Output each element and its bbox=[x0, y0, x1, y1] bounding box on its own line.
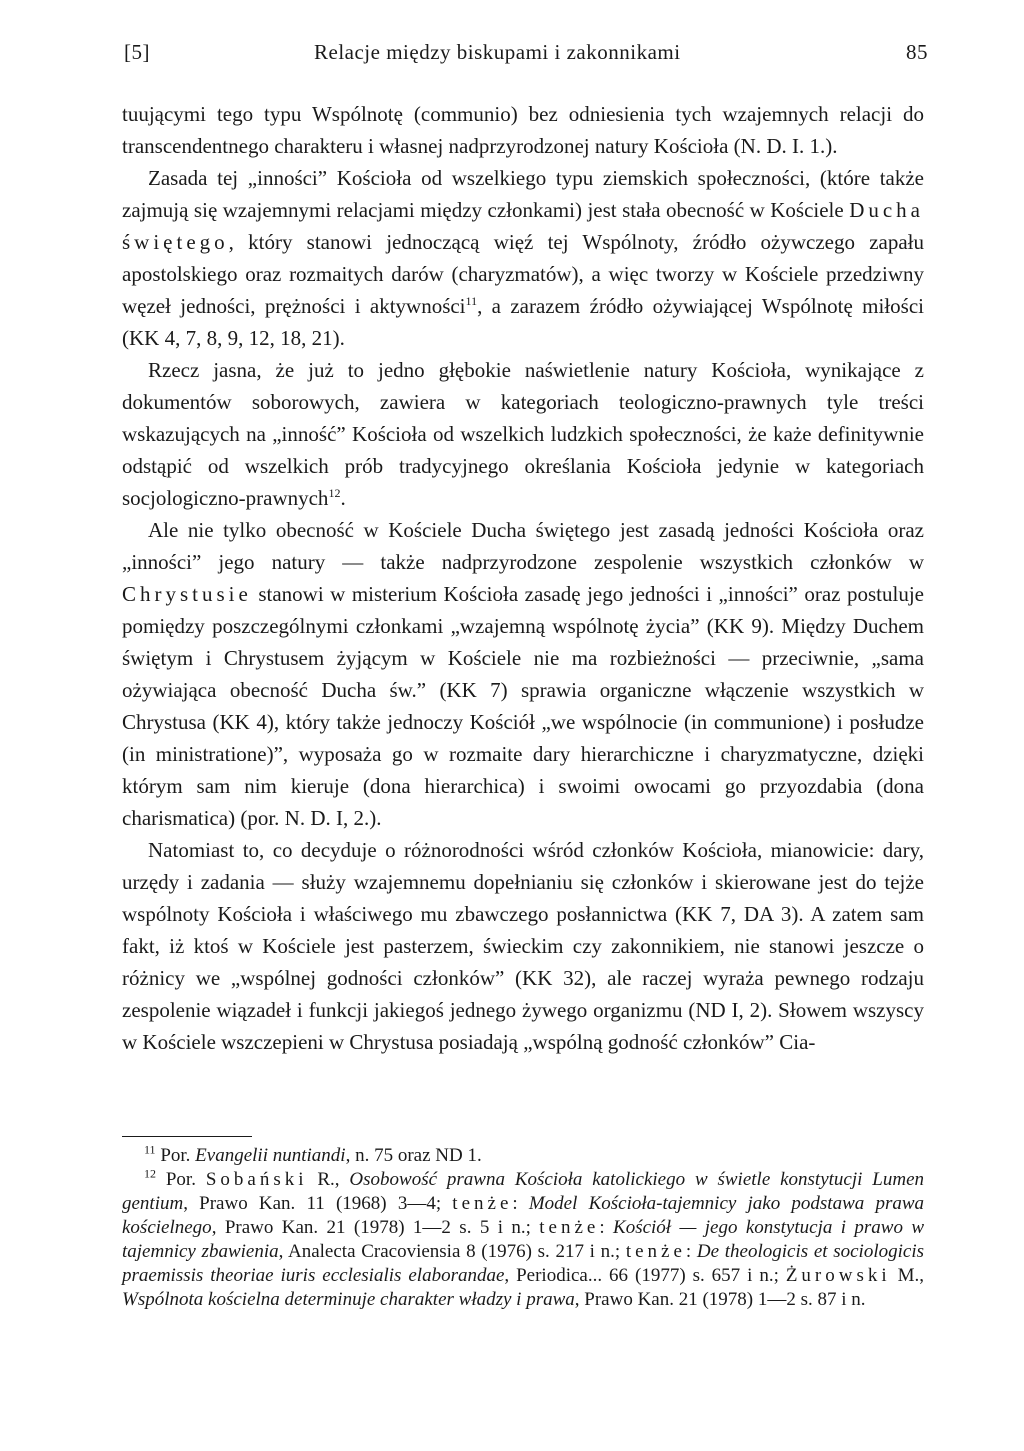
footnote-ref: 12 bbox=[328, 486, 341, 500]
spaced-emphasis: Ducha świętego bbox=[122, 198, 924, 254]
footnote-ref: 11 bbox=[465, 294, 478, 308]
running-title: Relacje między biskupami i zakonnikami bbox=[314, 40, 681, 64]
paragraph: Natomiast to, co decyduje o różnorodności wśród członków Kościoła, mianowicie: dary, urzędy i zadania — służy wzajemnemu dopełnianiu się członków i skierowane jest do tejże wspólnoty Kościoła i właściwego mu zbawczego posłannictwa (KK 7, DA 3). A zatem sam fakt, iż ktoś w Kościele jest pasterzem, świeckim czy zakonnikiem, nie stanowi jeszcze o różnicy we „wspólnej godności członków” (KK 32), ale raczej wyraża pewnego rodzaju zespolenie wiązadeł i funkcji jakiegoś jednego żywego organizmu (ND I, 2). Słowem wszyscy w Kościele wszczepieni w Chrystusa posiadają „wspólną godność członków” Cia- bbox=[122, 838, 924, 1054]
footnote-number: 11 bbox=[144, 1142, 156, 1157]
body-text bbox=[122, 98, 924, 1058]
paragraph: Rzecz jasna, że już to jedno głębokie naświetlenie natury Kościoła, wynikające z dokumentów soborowych, zawiera w kategoriach teologiczno-prawnych tyle treści wskazujących na „inność” Kościoła od wszelkich ludzkich społeczności, że każe definitywnie odstąpić od wszelkich prób tradycyjnego określania Kościoła jedynie w kategoriach socjologiczno-prawnych$^{12}$. bbox=[122, 358, 924, 510]
footnotes bbox=[122, 1144, 924, 1312]
page-marker: [5] bbox=[124, 40, 150, 64]
paragraph: tuującymi tego typu Wspólnotę (communio) bez odniesienia tych wzajemnych relacji do transcendentnego charakteru i własnej nadprzyrodzonej natury Kościoła (N. D. I. 1.). bbox=[122, 102, 924, 158]
page-number: 85 bbox=[906, 40, 928, 64]
paragraph: Zasada tej „inności” Kościoła od wszelkiego typu ziemskich społeczności, (które także zajmują się wzajemnymi relacjami między członkami) jest stała obecność w Kościele Ducha świętego, który stanowi jednoczącą więź tej Wspólnoty, źródło ożywczego zapału apostolskiego oraz rozmaitych darów (charyzmatów), a więc tworzy w Kościele przedziwny węzeł jedności, prężności i aktywności$^{11}$, a zarazem źródło ożywiającej Wspólnotę miłości (KK 4, 7, 8, 9, 12, 18, 21). bbox=[122, 166, 924, 350]
footnote: $^{11}$ Por. Evangelii nuntiandi, n. 75 oraz ND 1. bbox=[144, 1142, 482, 1166]
footnote-divider bbox=[122, 1136, 252, 1137]
running-header bbox=[124, 40, 928, 70]
spaced-emphasis: Chrystusie bbox=[122, 582, 252, 606]
footnote-number: 12 bbox=[144, 1166, 156, 1181]
paragraph: Ale nie tylko obecność w Kościele Ducha świętego jest zasadą jedności Kościoła oraz „inności” jego natury — także nadprzyrodzone zespolenie wszystkich członków w Chrystusie stanowi w misterium Kościoła zasadę jego jedności i „inności” oraz postuluje pomiędzy poszczególnymi członkami „wzajemną wspólnotę życia” (KK 9). Między Duchem świętym i Chrystusem żyjącym w Kościele nie ma rozbieżności — przeciwnie, „sama ożywiająca obecność Ducha św.” (KK 7) sprawia organiczne włączenie wszystkich w Chrystusa (KK 4), który także jednoczy Kościół „we wspólnocie (in communione) i posłudze (in ministratione)”, wyposaża go w rozmaite dary hierarchiczne i charyzmatyczne, dzięki którym sam nim kieruje (dona hierarchica) i swoimi owocami go przyozdabia (dona charismatica) (por. N. D. I, 2.). bbox=[122, 518, 924, 830]
footnote: $^{12}$ Por. Sobański R., Osobowość prawna Kościoła katolickiego w świetle konstytucji Lumen gentium, Prawo Kan. 11 (1968) 3—4; tenże: Model Kościoła-tajemnicy jako podstawa prawa kościelnego, Prawo Kan. 21 (1978) 1—2 s. 5 i n.; tenże: Kościół — jego konstytucja i prawo w tajemnicy zbawienia, Analecta Cracoviensia 8 (1976) s. 217 i n.; tenże: De theologicis et sociologicis praemissis theoriae iuris ecclesialis elaborandae, Periodica... 66 (1977) s. 657 i n.; Żurowski M., Wspólnota kościelna determinuje charakter władzy i prawa, Prawo Kan. 21 (1978) 1—2 s. 87 i n. bbox=[122, 1166, 925, 1310]
